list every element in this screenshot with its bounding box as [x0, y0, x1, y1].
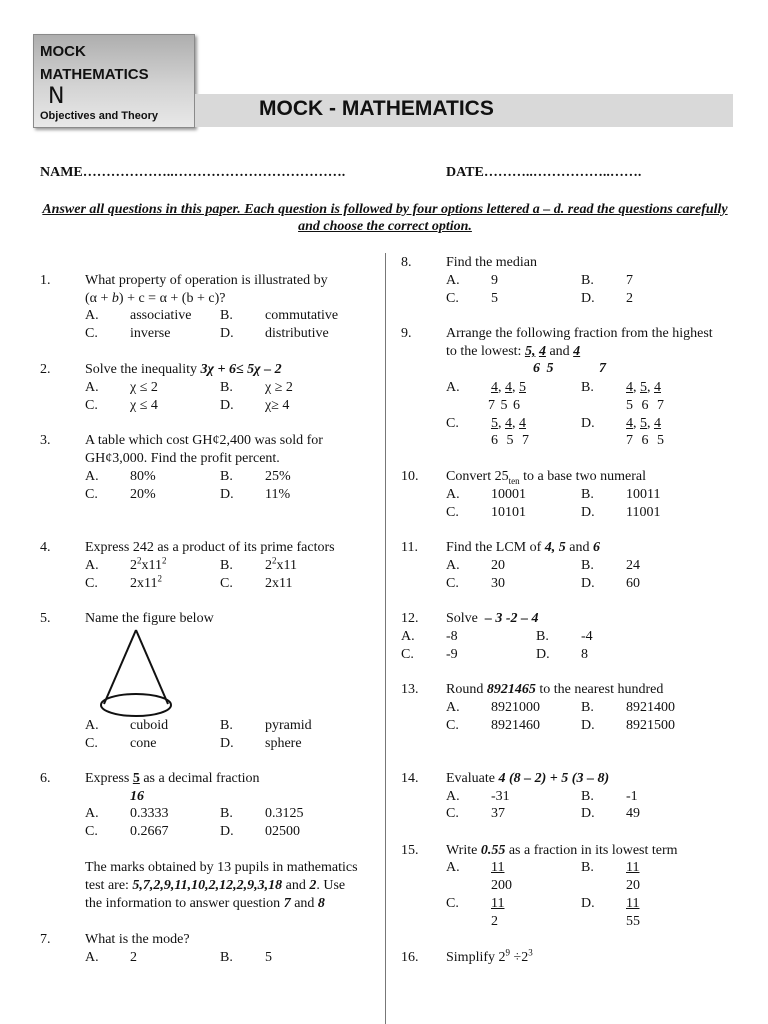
q14-expression: 4 (8 – 2) + 5 (3 – 8): [498, 771, 610, 786]
q9-prompt: to the lowest:: [446, 344, 522, 359]
q9-text-line2: to the lowest: 5, 4 and 4: [446, 344, 581, 359]
passage-q7: 7: [283, 896, 291, 911]
date-field: DATE………..……………..…….: [446, 165, 642, 180]
q6-number: 6.: [40, 771, 51, 786]
q4-option-a: $2^2x11^2$: [130, 555, 167, 573]
q3-option-b: 25%: [265, 469, 291, 484]
option-letter: D.: [581, 291, 595, 306]
q1-option-a: associative: [130, 308, 192, 323]
q3-text-line1: A table which cost GH¢2,400 was sold for: [85, 433, 323, 448]
option-letter: C.: [446, 718, 459, 733]
q15-option-c-numerator: 11: [491, 896, 505, 911]
option-letter: D.: [581, 576, 595, 591]
q15-option-c-denominator: 2: [491, 914, 498, 929]
option-letter: C.: [85, 398, 98, 413]
logo: [33, 34, 195, 128]
q9-option-c-bottom: 6 5 7: [491, 433, 529, 448]
logo-line-1: MOCK: [40, 43, 86, 60]
q13-option-d: 8921500: [626, 718, 675, 733]
option-letter: A.: [85, 718, 99, 733]
option-letter: A.: [401, 629, 415, 644]
q11-option-b: 24: [626, 558, 640, 573]
q1-expression: (α + b) + c = α + (b + c)?: [85, 291, 226, 306]
q16-text: Simplify $2^9 \div 2^3$: [446, 947, 533, 965]
q15-option-d-numerator: 11: [626, 896, 640, 911]
q3-option-a: 80%: [130, 469, 156, 484]
name-field: NAME………………..……………………………….: [40, 165, 346, 180]
passage-marks: 5,7,2,9,11,10,2,12,2,9,3,18: [132, 878, 283, 893]
option-letter: D.: [220, 398, 234, 413]
logo-subtitle: Objectives and Theory: [40, 110, 158, 122]
q11-option-a: 20: [491, 558, 505, 573]
q14-number: 14.: [401, 771, 419, 786]
q6-option-c: 0.2667: [130, 824, 169, 839]
option-letter: C.: [85, 576, 98, 591]
q4-text: Express 242 as a product of its prime factors: [85, 540, 335, 555]
q13-number: 13.: [401, 682, 419, 697]
option-letter: A.: [446, 273, 460, 288]
option-letter: D.: [536, 647, 550, 662]
option-letter: A.: [85, 558, 99, 573]
q9-denominators: 6 5 7: [533, 361, 606, 376]
q6-denominator: 16: [130, 789, 144, 804]
q6-text: [85, 771, 260, 787]
option-letter: A.: [85, 950, 99, 965]
column-divider: [385, 253, 386, 1024]
option-letter: C.: [446, 505, 459, 520]
q1-option-c: inverse: [130, 326, 171, 341]
q9-number: 9.: [401, 326, 412, 341]
q6-rest: as a decimal fraction: [143, 771, 260, 786]
q14-text: [446, 771, 609, 787]
q5-text: Name the figure below: [85, 611, 214, 626]
option-letter: B.: [220, 806, 233, 821]
q9-option-b-top: 4, 5, 4: [626, 380, 661, 395]
q13-option-a: 8921000: [491, 700, 540, 715]
option-letter: A.: [446, 789, 460, 804]
option-letter: B.: [536, 629, 549, 644]
q16-number: 16.: [401, 950, 419, 965]
option-letter: C.: [446, 806, 459, 821]
option-letter: D.: [581, 806, 595, 821]
option-letter: D.: [581, 718, 595, 733]
q15-option-a-denominator: 200: [491, 878, 512, 893]
q13-text: [446, 682, 663, 698]
q2-option-d: χ≥ 4: [265, 398, 290, 413]
q15-option-a-numerator: 11: [491, 860, 505, 875]
option-letter: B.: [581, 860, 594, 875]
option-letter: A.: [446, 487, 460, 502]
q9-option-d-bottom: 7 6 5: [626, 433, 664, 448]
option-letter: C.: [446, 896, 459, 911]
q10-option-d: 11001: [626, 505, 661, 520]
option-letter: B.: [581, 700, 594, 715]
q14-option-a: -31: [491, 789, 510, 804]
option-letter: A.: [446, 700, 460, 715]
passage-line-3: [85, 896, 325, 912]
logo-line-2: MATHEMATICS: [40, 66, 149, 83]
option-letter: C.: [446, 576, 459, 591]
q12-prompt: Solve: [446, 611, 478, 626]
passage-q8: 8: [317, 896, 325, 911]
q3-text-line2: GH¢3,000. Find the profit percent.: [85, 451, 280, 466]
q15-option-b-numerator: 11: [626, 860, 640, 875]
q3-option-d: 11%: [265, 487, 291, 502]
q1-option-b: commutative: [265, 308, 339, 323]
q7-option-a: 2: [130, 950, 137, 965]
option-letter: B.: [220, 380, 233, 395]
option-letter: C.: [85, 487, 98, 502]
q10-rest: to a base two numeral: [523, 469, 646, 484]
q5-option-b: pyramid: [265, 718, 312, 733]
option-letter: C.: [446, 291, 459, 306]
q2-text: [85, 362, 282, 378]
q9-option-c-top: 5, 4, 4: [491, 416, 526, 431]
q6-prompt: Express: [85, 771, 130, 786]
option-letter: D.: [220, 487, 234, 502]
q7-number: 7.: [40, 932, 51, 947]
q5-option-d: sphere: [265, 736, 302, 751]
passage-use: . Use: [316, 878, 346, 893]
q5-option-c: cone: [130, 736, 157, 751]
q10-subscript: ten: [508, 475, 520, 486]
q10-option-a: 10001: [491, 487, 526, 502]
option-letter: B.: [220, 718, 233, 733]
option-letter: A.: [85, 469, 99, 484]
option-letter: A.: [85, 308, 99, 323]
q12-option-d: 8: [581, 647, 588, 662]
q1-option-d: distributive: [265, 326, 329, 341]
passage-line-2: [85, 878, 345, 894]
q15-option-d-denominator: 55: [626, 914, 640, 929]
cone-base: [101, 694, 171, 716]
passage-and: and: [285, 878, 306, 893]
option-letter: D.: [581, 416, 595, 431]
option-letter: B.: [220, 308, 233, 323]
q7-text: What is the mode?: [85, 932, 190, 947]
q9-option-d-top: 4, 5, 4: [626, 416, 661, 431]
instructions: Answer all questions in this paper. Each question is followed by four options lettered a – d. read the questions carefully and choose the correct option.: [42, 202, 728, 234]
cone-edge-right: [136, 630, 168, 704]
option-letter: B.: [581, 558, 594, 573]
q9-option-a-top: 4, 4, 5: [491, 380, 526, 395]
q6-option-d: 02500: [265, 824, 300, 839]
q7-option-b: 5: [265, 950, 272, 965]
q8-option-d: 2: [626, 291, 633, 306]
option-letter: C.: [401, 647, 414, 662]
q15-value: 0.55: [480, 843, 506, 858]
option-letter: C.: [446, 416, 459, 431]
q9-option-a-bottom: 7 5 6: [488, 398, 520, 413]
q6-numerator: 5: [132, 771, 140, 786]
option-letter: A.: [85, 806, 99, 821]
option-letter: A.: [85, 380, 99, 395]
q4-option-b: $2^2x11$: [265, 555, 297, 573]
cone-figure: [98, 628, 180, 720]
q4-option-c: $2x11^2$: [130, 573, 162, 591]
option-letter: D.: [581, 896, 595, 911]
option-letter: C.: [85, 736, 98, 751]
option-letter: B.: [581, 789, 594, 804]
passage-and-2: and: [294, 896, 315, 911]
option-letter: A.: [446, 558, 460, 573]
q13-option-b: 8921400: [626, 700, 675, 715]
passage-ref: the information to answer question: [85, 896, 281, 911]
option-letter: C.: [85, 326, 98, 341]
q12-text: [446, 611, 539, 627]
q2-prompt: Solve the inequality: [85, 362, 197, 377]
q10-number: 10.: [401, 469, 419, 484]
q12-option-a: -8: [446, 629, 458, 644]
q15-prompt: Write: [446, 843, 478, 858]
option-letter: B.: [581, 487, 594, 502]
q10-prompt: Convert 25: [446, 469, 509, 484]
option-letter: B.: [220, 469, 233, 484]
option-letter: B.: [220, 558, 233, 573]
q1-number: 1.: [40, 273, 51, 288]
q2-number: 2.: [40, 362, 51, 377]
q11-prompt: Find the LCM of: [446, 540, 542, 555]
q8-option-a: 9: [491, 273, 498, 288]
q2-option-a: χ ≤ 2: [130, 380, 158, 395]
q2-option-b: χ ≥ 2: [265, 380, 293, 395]
q15-number: 15.: [401, 843, 419, 858]
option-letter: A.: [446, 860, 460, 875]
option-letter: D.: [220, 824, 234, 839]
q9-option-b-bottom: 5 6 7: [626, 398, 664, 413]
q8-number: 8.: [401, 255, 412, 270]
q13-prompt: Round: [446, 682, 484, 697]
q4-number: 4.: [40, 540, 51, 555]
q11-option-c: 30: [491, 576, 505, 591]
option-letter: D.: [220, 736, 234, 751]
q11-number: 11.: [401, 540, 418, 555]
q13-option-c: 8921460: [491, 718, 540, 733]
cone-edge-left: [104, 630, 136, 704]
q6-option-b: 0.3125: [265, 806, 304, 821]
q11-option-d: 60: [626, 576, 640, 591]
q13-rest: to the nearest hundred: [539, 682, 664, 697]
logo-mark: N: [48, 84, 65, 109]
passage-line-1: The marks obtained by 13 pupils in mathematics: [85, 860, 358, 875]
q11-text: Find the LCM of 4, 5 and 6: [446, 540, 600, 555]
q8-option-b: 7: [626, 273, 633, 288]
q6-option-a: 0.3333: [130, 806, 169, 821]
option-letter: D.: [581, 505, 595, 520]
q12-number: 12.: [401, 611, 419, 626]
q14-option-c: 37: [491, 806, 505, 821]
q15-rest: as a fraction in its lowest term: [508, 843, 678, 858]
q3-option-c: 20%: [130, 487, 156, 502]
passage-intro: test are:: [85, 878, 129, 893]
q10-option-b: 10011: [626, 487, 661, 502]
q14-option-d: 49: [626, 806, 640, 821]
q14-prompt: Evaluate: [446, 771, 495, 786]
option-letter: C.: [220, 576, 233, 591]
option-letter: A.: [446, 380, 460, 395]
option-letter: B.: [581, 380, 594, 395]
q14-option-b: -1: [626, 789, 638, 804]
passage-last-mark: 2: [309, 878, 317, 893]
q12-expression: – 3 -2 – 4: [484, 611, 539, 626]
q5-number: 5.: [40, 611, 51, 626]
title-banner: [195, 94, 733, 127]
option-letter: D.: [220, 326, 234, 341]
q8-option-c: 5: [491, 291, 498, 306]
q12-option-b: -4: [581, 629, 593, 644]
q8-text: Find the median: [446, 255, 537, 270]
q10-option-c: 10101: [491, 505, 526, 520]
q5-option-a: cuboid: [130, 718, 169, 733]
q15-text: [446, 843, 678, 859]
q9-text-line1: Arrange the following fraction from the highest: [446, 326, 713, 341]
q12-option-c: -9: [446, 647, 458, 662]
q3-number: 3.: [40, 433, 51, 448]
q1-text: What property of operation is illustrated by: [85, 273, 328, 288]
q16-prompt: Simplify: [446, 950, 496, 965]
q4-option-c2: 2x11: [265, 576, 293, 591]
option-letter: B.: [220, 950, 233, 965]
option-letter: C.: [85, 824, 98, 839]
page-title: MOCK - MATHEMATICS: [259, 97, 494, 120]
q13-number-value: 8921465: [486, 682, 536, 697]
q2-option-c: χ ≤ 4: [130, 398, 158, 413]
q10-text: [446, 469, 646, 485]
option-letter: B.: [581, 273, 594, 288]
q15-option-b-denominator: 20: [626, 878, 640, 893]
q2-expression: 3χ + 6≤ 5χ – 2: [200, 362, 282, 377]
